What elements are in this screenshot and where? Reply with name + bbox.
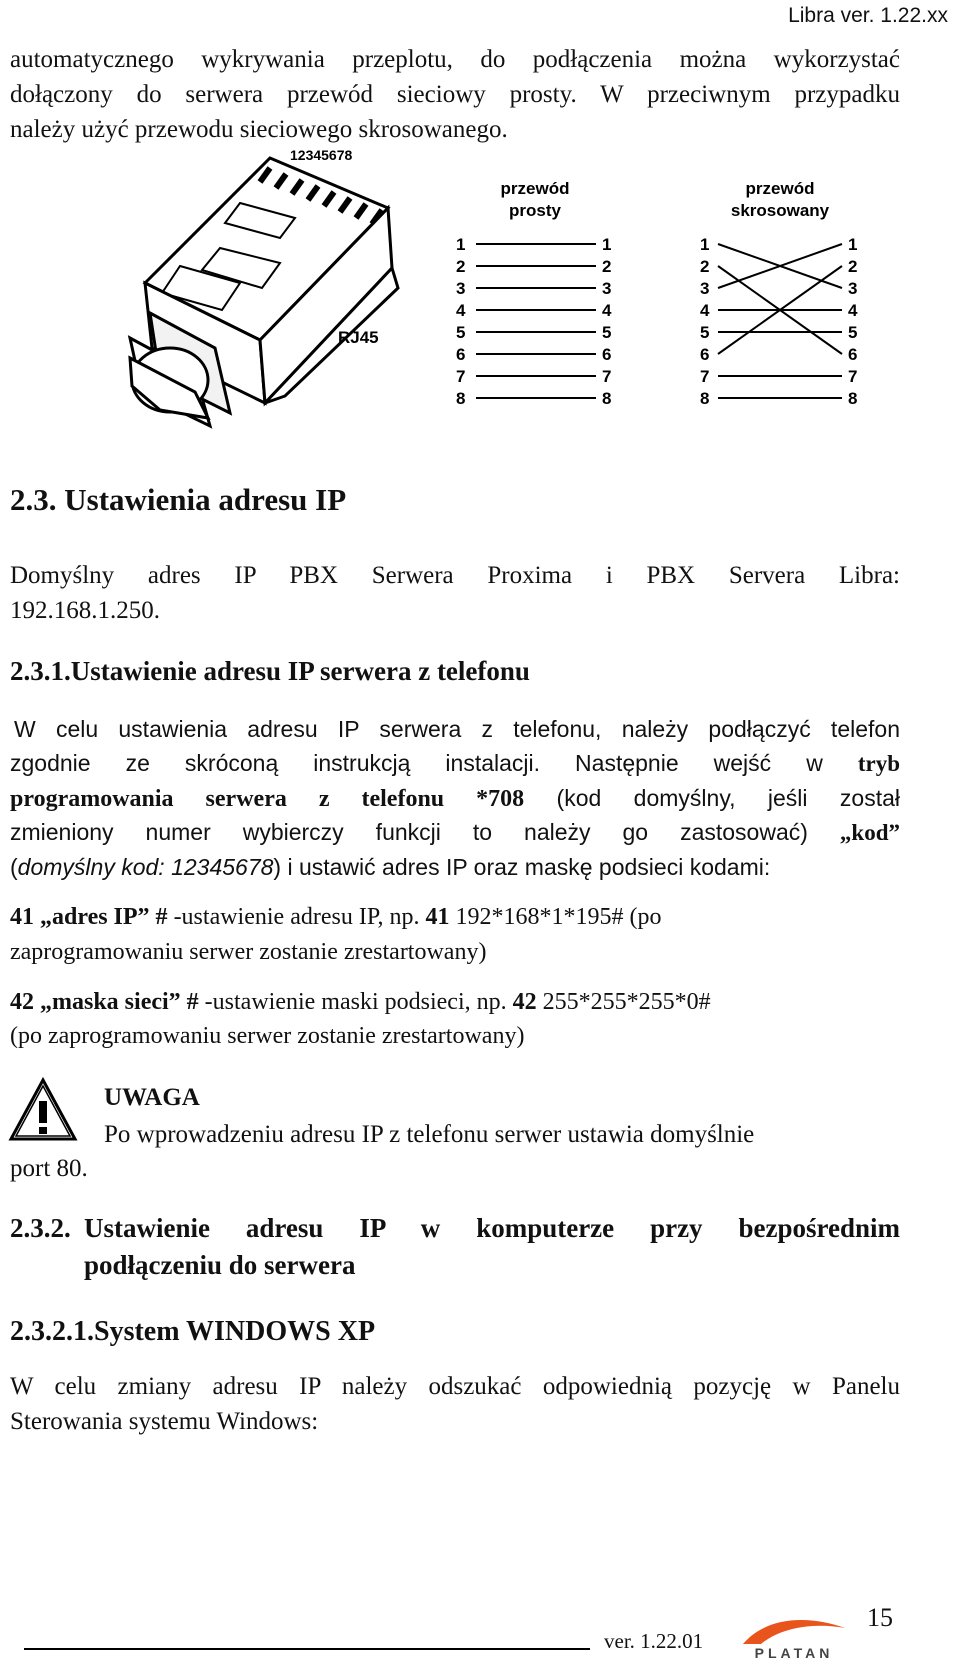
straight-pin-left: 8 xyxy=(456,389,466,408)
crossed-pin-right: 4 xyxy=(848,301,858,320)
page-number: 15 xyxy=(867,1603,893,1632)
p1-line-3-text: (kod domyślny, jeśli został xyxy=(524,785,900,811)
crossed-pin-left: 3 xyxy=(700,279,710,298)
section-2-3-1-number: 2.3.1. xyxy=(10,656,71,686)
footer-version: ver. 1.22.01 xyxy=(604,1629,704,1653)
crossed-pin-left: 1 xyxy=(700,235,710,254)
straight-pin-right: 5 xyxy=(602,323,612,342)
crossed-pin-right: 3 xyxy=(848,279,858,298)
straight-pin-right: 8 xyxy=(602,389,612,408)
straight-pin-right: 2 xyxy=(602,257,612,276)
p1-line-4 xyxy=(10,815,900,850)
p1-line-5 xyxy=(10,850,900,885)
section-2-3-2-1-heading xyxy=(10,1316,375,1348)
intro-line-1: automatycznego wykrywania przeplotu, do podłączenia można wykorzystać xyxy=(10,46,900,73)
section-2-3-2-title-2: podłączeniu do serwera xyxy=(84,1250,356,1280)
code-41-example: 192*168*1*195# (po xyxy=(449,904,662,930)
crossed-title-1: przewód xyxy=(745,179,815,198)
straight-pin-left: 3 xyxy=(456,279,466,298)
p1-line-3 xyxy=(10,781,900,817)
p1-line-5-text: ) i ustawić adres IP oraz maskę podsieci kodami: xyxy=(273,854,771,880)
section-2-3-1-heading xyxy=(10,656,530,687)
platan-logo-text: PLATAN xyxy=(754,1645,834,1661)
p1-line-2-text: zgodnie ze skróconą instrukcją instalacji. Następnie wejść w xyxy=(10,750,858,776)
straight-pin-right: 4 xyxy=(602,301,612,320)
pin-numbers-top: 12345678 xyxy=(290,148,353,163)
p1-line-4-bold: „kod” xyxy=(839,820,900,845)
section-2-3-2-1-number: 2.3.2.1. xyxy=(10,1316,94,1347)
straight-title-1: przewód xyxy=(500,179,570,198)
p1-line-5-open: ( xyxy=(10,854,18,880)
section-2-3-2-1-title: System WINDOWS XP xyxy=(94,1316,376,1347)
footer-rule xyxy=(24,1648,590,1650)
p1-line-1: W celu ustawienia adresu IP serwera z telefonu, należy podłączyć telefon xyxy=(14,716,900,742)
p1-line-4-text: zmieniony numer wybierczy funkcji to należy go zastosować) xyxy=(10,819,840,845)
crossed-pin-left: 7 xyxy=(700,367,710,386)
intro-line-2: dołączony do serwera przewód sieciowy prosty. W przeciwnym przypadku xyxy=(10,81,900,108)
section-2-3-2-1-line-2: Sterowania systemu Windows: xyxy=(10,1408,319,1435)
section-2-3-2-1-line-1: W celu zmiany adresu IP należy odszukać odpowiednią pozycję w Panelu xyxy=(10,1373,900,1400)
crossed-pin-right: 1 xyxy=(848,235,858,254)
code-42-example: 255*255*255*0# xyxy=(536,989,711,1015)
crossed-title-2: skrosowany xyxy=(730,201,830,220)
crossed-pin-left: 4 xyxy=(700,301,710,320)
section-2-3-2-number: 2.3.2. xyxy=(10,1213,71,1243)
straight-pin-left: 7 xyxy=(456,367,466,386)
code-42-text: -ustawienie maski podsieci, np. xyxy=(198,989,513,1015)
crossed-pin-right: 2 xyxy=(848,257,858,276)
crossed-pin-right: 6 xyxy=(848,345,858,364)
code-41-bold: 41 „adres IP” # xyxy=(10,904,168,930)
straight-pin-right: 7 xyxy=(602,367,612,386)
p1-line-3-bold: programowania serwera z telefonu *708 xyxy=(10,786,525,812)
section-2-3-1-title: Ustawienie adresu IP serwera z telefonu xyxy=(70,656,530,686)
code-42-line-2: (po zaprogramowaniu serwer zostanie zrestartowany) xyxy=(10,1023,525,1049)
warning-line-1: Po wprowadzeniu adresu IP z telefonu serwer ustawia domyślnie xyxy=(104,1121,755,1148)
crossed-pin-right: 7 xyxy=(848,367,858,386)
section-2-3-text-b: 192.168.1.250. xyxy=(10,597,160,624)
crossed-pin-left: 2 xyxy=(700,257,710,276)
p1-line-2 xyxy=(10,746,900,781)
straight-pin-left: 2 xyxy=(456,257,466,276)
section-2-3-text-a: Domyślny adres IP PBX Serwera Proxima i PBX Servera Libra: xyxy=(10,562,900,589)
p1-line-5-italic: domyślny kod: 12345678 xyxy=(17,854,274,880)
straight-pin-right: 3 xyxy=(602,279,612,298)
straight-pin-left: 1 xyxy=(456,235,466,254)
p1-line-2-bold: tryb xyxy=(857,751,900,776)
straight-pin-left: 6 xyxy=(456,345,466,364)
code-41-line-2: zaprogramowaniu serwer zostanie zrestartowany) xyxy=(10,939,487,965)
warning-title: UWAGA xyxy=(104,1084,200,1111)
warning-icon xyxy=(8,1077,78,1143)
intro-line-3: należy użyć przewodu sieciowego skrosowanego. xyxy=(10,116,508,143)
crossed-pin-right: 8 xyxy=(848,389,858,408)
crossed-pin-right: 5 xyxy=(848,323,858,342)
straight-pin-right: 1 xyxy=(602,235,612,254)
crossed-pin-left: 8 xyxy=(700,389,710,408)
code-42-line-1 xyxy=(10,985,711,1020)
section-2-3-title: 2.3. Ustawienia adresu IP xyxy=(10,482,347,517)
platan-logo-icon xyxy=(735,1614,853,1662)
straight-title-2: prosty xyxy=(509,201,561,220)
rj45-cable-diagram xyxy=(120,148,880,438)
warning-line-2: port 80. xyxy=(10,1155,88,1182)
code-42-bold: 42 „maska sieci” # xyxy=(10,989,199,1015)
code-42-num: 42 xyxy=(512,989,537,1015)
rj45-label: RJ45 xyxy=(338,328,379,347)
crossed-pin-left: 6 xyxy=(700,345,710,364)
code-41-text: -ustawienie adresu IP, np. xyxy=(167,904,426,930)
straight-pin-left: 4 xyxy=(456,301,466,320)
rj45-connector-icon xyxy=(130,158,398,426)
section-2-3-2-title-1: Ustawienie adresu IP w komputerze przy bezpośrednim xyxy=(84,1213,900,1243)
running-header: Libra ver. 1.22.xx xyxy=(788,4,948,27)
straight-pin-right: 6 xyxy=(602,345,612,364)
code-41-num: 41 xyxy=(425,904,450,930)
code-41-line-1 xyxy=(10,900,662,935)
crossed-pin-left: 5 xyxy=(700,323,710,342)
straight-pin-left: 5 xyxy=(456,323,466,342)
